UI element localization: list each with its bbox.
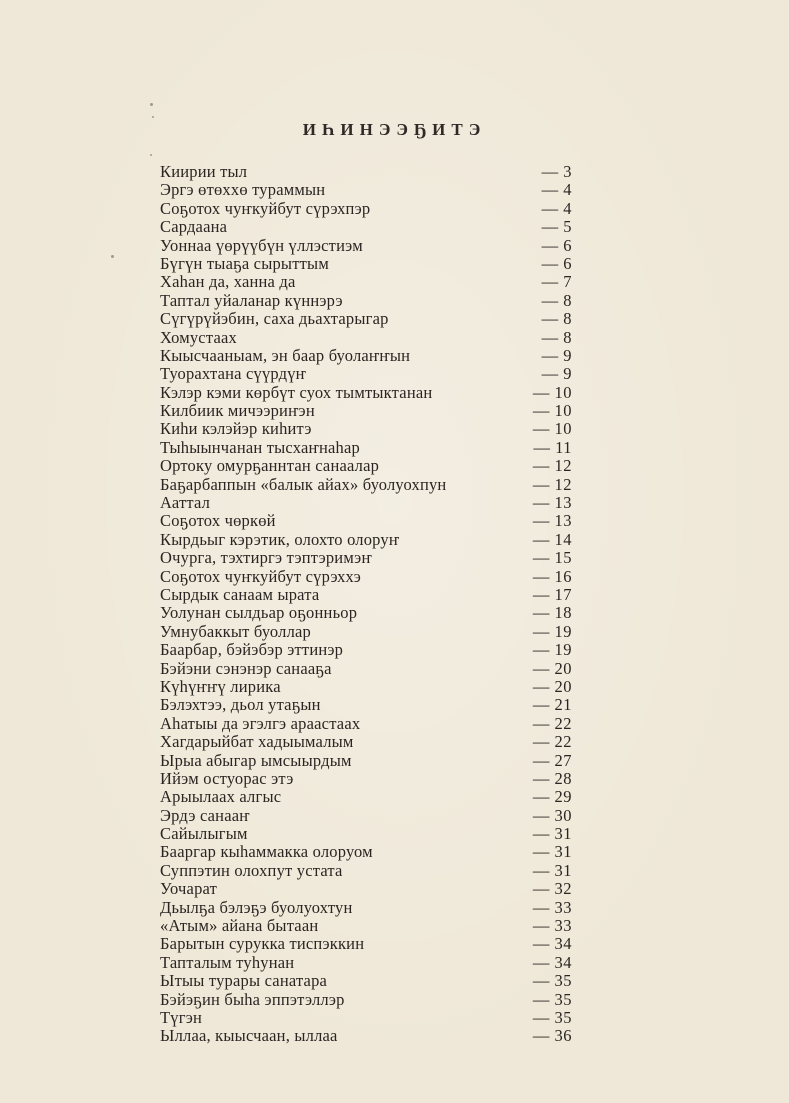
toc-entry-page: — 9 xyxy=(541,364,572,384)
toc-entry-page: — 20 xyxy=(532,676,572,696)
toc-entry xyxy=(160,255,572,273)
toc-entry xyxy=(160,1027,572,1045)
toc-entry-title: Дьылҕа бэлэҕэ буолуохтун xyxy=(160,897,353,917)
toc-entry-page: — 31 xyxy=(532,824,572,844)
toc-entry-title: Киирии тыл xyxy=(160,162,248,181)
toc-entry xyxy=(160,788,572,806)
toc-entry-title: Бэйэни сэнэнэр санааҕа xyxy=(160,658,332,678)
toc-entry xyxy=(160,181,572,199)
toc-entry-page: — 28 xyxy=(532,768,572,788)
toc-entry xyxy=(160,273,572,291)
ink-speck xyxy=(150,154,152,156)
toc-entry-page: — 34 xyxy=(532,934,572,954)
toc-entry xyxy=(160,641,572,659)
toc-entry-page: — 19 xyxy=(532,621,572,641)
toc-entry-page: — 14 xyxy=(532,529,572,549)
contents-heading: ИҺИНЭЭҔИТЭ xyxy=(302,120,487,139)
toc-entry xyxy=(160,586,572,604)
toc-entry xyxy=(160,402,572,420)
toc-entry-title: Уолунан сылдьар оҕонньор xyxy=(160,603,358,623)
toc-entry xyxy=(160,899,572,917)
toc-entry-page: — 4 xyxy=(541,180,572,200)
toc-entry-page: — 16 xyxy=(532,566,572,586)
toc-entry xyxy=(160,218,572,236)
toc-entry-title: Күһүҥҥү лирика xyxy=(160,676,281,696)
toc-entry xyxy=(160,660,572,678)
ink-speck xyxy=(150,103,153,106)
table-of-contents xyxy=(160,163,572,1046)
toc-entry-title: Очурга, тэхтиргэ тэптэримэҥ xyxy=(160,548,372,568)
toc-entry-page: — 5 xyxy=(541,217,572,237)
toc-entry-title: Тапталым туһунан xyxy=(160,952,295,972)
toc-entry-title: Сырдык санаам ырата xyxy=(160,584,320,604)
toc-entry xyxy=(160,696,572,714)
toc-entry-title: Сайылыгым xyxy=(160,824,248,844)
toc-entry-title: Туорахтана сүүрдүҥ xyxy=(160,364,307,384)
toc-entry-title: Кыысчааныам, эн баар буолаҥҥын xyxy=(160,345,411,365)
toc-entry xyxy=(160,365,572,383)
toc-entry-page: — 35 xyxy=(532,1007,572,1027)
toc-entry-title: Хаһан да, ханна да xyxy=(160,272,296,292)
toc-entry-page: — 10 xyxy=(532,419,572,439)
toc-entry xyxy=(160,807,572,825)
toc-entry-page: — 33 xyxy=(532,897,572,917)
toc-entry-title: Бүгүн тыаҕа сырыттым xyxy=(160,253,329,273)
toc-entry xyxy=(160,935,572,953)
toc-entry-title: Суппэтин олохпут устата xyxy=(160,860,343,880)
toc-entry xyxy=(160,715,572,733)
toc-entry-title: Барытын сурукка тиспэккин xyxy=(160,934,365,954)
toc-entry xyxy=(160,512,572,530)
toc-entry-page: — 8 xyxy=(541,309,572,329)
toc-entry xyxy=(160,733,572,751)
toc-entry xyxy=(160,954,572,972)
toc-entry xyxy=(160,494,572,512)
toc-entry xyxy=(160,163,572,181)
toc-entry-page: — 15 xyxy=(532,548,572,568)
toc-entry xyxy=(160,347,572,365)
toc-entry-title: Уочарат xyxy=(160,879,218,899)
toc-entry xyxy=(160,292,572,310)
toc-entry-page: — 13 xyxy=(532,511,572,531)
toc-entry-page: — 20 xyxy=(532,658,572,678)
toc-entry xyxy=(160,568,572,586)
toc-entry xyxy=(160,237,572,255)
toc-entry xyxy=(160,991,572,1009)
toc-entry-page: — 11 xyxy=(533,437,572,457)
toc-entry-page: — 6 xyxy=(541,235,572,255)
toc-entry-title: Соҕотох чөркөй xyxy=(160,511,276,531)
toc-entry-title: Умнубаккыт буоллар xyxy=(160,621,311,641)
toc-entry-title: Эрдэ санааҥ xyxy=(160,805,250,825)
toc-entry xyxy=(160,770,572,788)
toc-entry-page: — 34 xyxy=(532,952,572,972)
toc-entry-title: Соҕотох чуҥкуйбут сүрэххэ xyxy=(160,566,362,586)
toc-entry-title: Ааттал xyxy=(160,493,211,513)
toc-entry-page: — 10 xyxy=(532,401,572,421)
toc-entry-title: Ортоку омурҕаннтан санаалар xyxy=(160,456,380,476)
toc-entry-page: — 19 xyxy=(532,640,572,660)
toc-entry-title: Таптал уйаланар күннэрэ xyxy=(160,290,343,310)
toc-entry-page: — 27 xyxy=(532,750,572,770)
ink-speck xyxy=(152,116,154,118)
toc-entry-title: Тыһыынчанан тысхаҥнаһар xyxy=(160,437,360,457)
toc-entry-title: Ийэм остуорас этэ xyxy=(160,768,294,788)
toc-entry-page: — 29 xyxy=(532,787,572,807)
toc-entry-page: — 22 xyxy=(532,732,572,752)
toc-entry-title: Түгэн xyxy=(160,1007,203,1027)
toc-entry xyxy=(160,604,572,622)
toc-entry xyxy=(160,843,572,861)
toc-entry-page: — 18 xyxy=(532,603,572,623)
toc-entry xyxy=(160,384,572,402)
toc-entry xyxy=(160,825,572,843)
toc-entry-title: Киһи кэлэйэр киһитэ xyxy=(160,419,312,439)
ink-speck xyxy=(111,255,114,258)
toc-entry-title: Ытыы турары санатара xyxy=(160,971,328,991)
toc-entry-page: — 35 xyxy=(532,989,572,1009)
toc-entry xyxy=(160,420,572,438)
toc-entry-page: — 30 xyxy=(532,805,572,825)
toc-entry-page: — 22 xyxy=(532,713,572,733)
toc-entry-title: Арыылаах алгыс xyxy=(160,787,282,807)
toc-entry xyxy=(160,623,572,641)
toc-entry-page: — 17 xyxy=(532,584,572,604)
toc-entry xyxy=(160,549,572,567)
toc-entry-page: — 31 xyxy=(532,842,572,862)
toc-entry-title: Бааргар кыһаммакка олоруом xyxy=(160,842,373,862)
toc-entry-title: Соҕотох чуҥкуйбут сүрэхпэр xyxy=(160,198,371,218)
toc-entry-page: — 4 xyxy=(541,198,572,218)
toc-entry xyxy=(160,531,572,549)
toc-entry-title: Ыллаа, кыысчаан, ыллаа xyxy=(160,1026,338,1046)
toc-entry-title: Кырдьыг кэрэтик, олохто олоруҥ xyxy=(160,529,400,549)
toc-entry-page: — 33 xyxy=(532,916,572,936)
toc-entry-page: — 12 xyxy=(532,456,572,476)
toc-entry xyxy=(160,917,572,935)
toc-entry-title: Эргэ өтөххө тураммын xyxy=(160,180,326,200)
toc-entry xyxy=(160,880,572,898)
toc-entry-title: Бэйэҕин быһа эппэтэллэр xyxy=(160,989,345,1009)
toc-entry-title: Кэлэр кэми көрбүт суох тымтыктанан xyxy=(160,382,433,402)
toc-entry-page: — 12 xyxy=(532,474,572,494)
toc-entry-title: Аһатыы да эгэлгэ арaастаах xyxy=(160,713,361,733)
toc-entry-title: Баҕарбаппын «балык айах» буолуохпун xyxy=(160,474,447,494)
toc-entry-page: — 21 xyxy=(532,695,572,715)
toc-entry-title: Бэлэхтээ, дьол утаҕын xyxy=(160,695,321,715)
toc-entry xyxy=(160,329,572,347)
toc-entry xyxy=(160,310,572,328)
toc-entry xyxy=(160,752,572,770)
toc-entry-title: Баарбар, бэйэбэр эттинэр xyxy=(160,640,344,660)
toc-entry xyxy=(160,200,572,218)
toc-entry xyxy=(160,1009,572,1027)
toc-entry-page: — 10 xyxy=(532,382,572,402)
toc-entry-page: — 3 xyxy=(541,162,572,181)
toc-entry-title: Килбиик мичээриҥэн xyxy=(160,401,315,421)
toc-entry xyxy=(160,476,572,494)
toc-entry-page: — 32 xyxy=(532,879,572,899)
toc-entry-page: — 8 xyxy=(541,327,572,347)
toc-entry xyxy=(160,862,572,880)
toc-entry xyxy=(160,972,572,990)
toc-entry-title: «Атым» айана бытаан xyxy=(160,916,319,936)
toc-entry xyxy=(160,457,572,475)
toc-entry-title: Хагдарыйбат хадыымалым xyxy=(160,732,354,752)
toc-entry-page: — 31 xyxy=(532,860,572,880)
toc-entry-title: Хомустаах xyxy=(160,327,237,347)
toc-entry-title: Уоннаа үөрүүбүн үллэстиэм xyxy=(160,235,363,255)
toc-entry-page: — 8 xyxy=(541,290,572,310)
toc-entry-title: Ырыа абыгар ымсыырдым xyxy=(160,750,352,770)
toc-entry-page: — 6 xyxy=(541,253,572,273)
toc-entry-page: — 9 xyxy=(541,345,572,365)
toc-entry-page: — 36 xyxy=(532,1026,572,1046)
toc-entry-title: Сардаана xyxy=(160,217,228,237)
toc-entry xyxy=(160,439,572,457)
toc-entry-title: Сүгүрүйэбин, саха дьахтарыгар xyxy=(160,309,389,329)
toc-entry-page: — 7 xyxy=(541,272,572,292)
toc-entry-page: — 35 xyxy=(532,971,572,991)
toc-entry-page: — 13 xyxy=(532,493,572,513)
toc-entry xyxy=(160,678,572,696)
